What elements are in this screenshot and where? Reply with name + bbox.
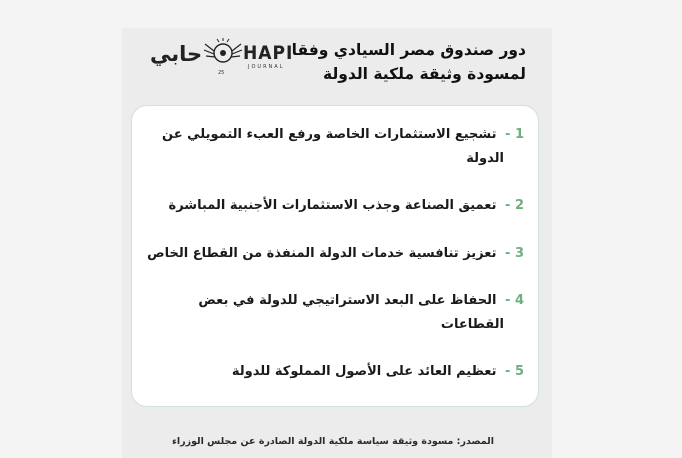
title-line-2: لمسودة وثيقة ملكية الدولة: [323, 65, 526, 83]
item-dash: -: [500, 364, 515, 379]
item-text: تعظيم العائد على الأصول المملوكة للدولة: [231, 364, 497, 379]
winged-emblem-icon: [203, 38, 243, 72]
item-text: تعميق الصناعة وجذب الاستثمارات الأجنبية المباشرة: [168, 198, 497, 213]
list-item: [147, 242, 524, 266]
item-dash: -: [500, 198, 515, 213]
logo-subtitle: JOURNAL: [248, 64, 285, 70]
title-line-1: دور صندوق مصر السيادي وفقا: [291, 41, 526, 59]
list-item: [198, 289, 524, 337]
logo-arabic-name: حابي: [150, 42, 203, 66]
item-dash: -: [500, 246, 515, 261]
list-item: [162, 123, 524, 171]
item-dash: -: [500, 293, 515, 308]
list-item: [232, 360, 524, 384]
item-number: 1: [514, 127, 524, 142]
item-dash: -: [500, 127, 515, 142]
item-number: 3: [514, 246, 524, 261]
hapi-logo: [150, 38, 294, 78]
page-title: [286, 38, 526, 86]
item-number: 2: [514, 198, 524, 213]
item-number: 5: [514, 364, 524, 379]
source-note: المصدر: مسودة وثيقة سياسة ملكية الدولة الصادرة عن مجلس الوزراء: [172, 436, 494, 447]
item-text-continued: القطاعات: [440, 317, 504, 332]
item-text: تعزيز تنافسية خدمات الدولة المنفذة من القطاع الخاص: [147, 246, 497, 261]
logo-number: 25: [218, 70, 225, 76]
items-panel: [131, 105, 539, 407]
logo-latin-name: HAPI: [243, 42, 294, 64]
item-text: تشجيع الاستثمارات الخاصة ورفع العبء التمويلي عن: [162, 127, 497, 142]
item-text: الحفاظ على البعد الاستراتيجي للدولة في بعض: [198, 293, 497, 308]
list-item: [169, 194, 524, 218]
item-number: 4: [514, 293, 524, 308]
item-text-continued: الدولة: [466, 151, 504, 166]
infographic-card: [122, 28, 552, 458]
